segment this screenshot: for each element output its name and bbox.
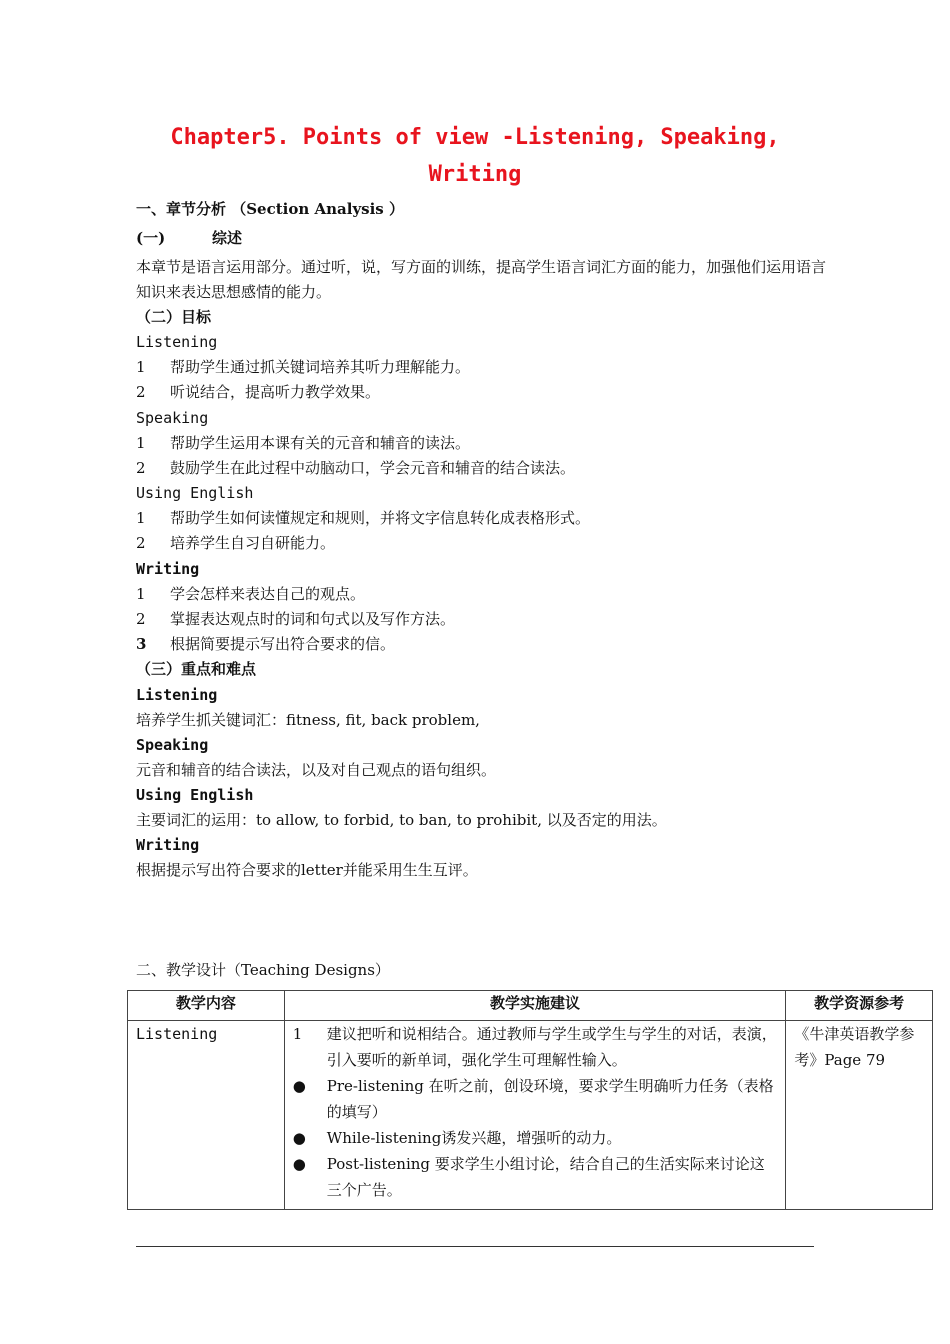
suggestion-item: ● Post-listening 要求学生小组讨论，结合自己的生活实际来讨论这三个广告。	[293, 1151, 778, 1203]
bullet-icon: ●	[292, 1155, 306, 1173]
table-row	[128, 1021, 933, 1210]
suggestion-item: ● While-listening诱发兴趣，增强听的动力。	[293, 1125, 778, 1151]
goals-speaking-item: 2 鼓励学生在此过程中动脑动口，学会元音和辅音的结合读法。	[136, 459, 576, 477]
goals-using-english-name: Using English	[136, 484, 254, 502]
goals-heading: （二）目标	[136, 308, 212, 326]
teaching-designs-heading: 二、教学设计（Teaching Designs）	[136, 961, 390, 979]
key-writing-text: 根据提示写出符合要求的letter并能采用生生互评。	[136, 861, 478, 879]
table-header-content: 教学内容	[128, 991, 285, 1021]
cell-suggestions	[284, 1021, 786, 1210]
key-using-english-name: Using English	[136, 786, 254, 804]
goals-writing-item: 3 根据简要提示写出符合要求的信。	[136, 635, 396, 653]
key-listening-text: 培养学生抓关键词汇：fitness, fit, back problem,	[136, 711, 480, 729]
table-header-resources: 教学资源参考	[786, 991, 933, 1021]
goals-listening-item: 2 听说结合，提高听力教学效果。	[136, 383, 381, 401]
overview-text: 本章节是语言运用部分。通过听，说，写方面的训练，提高学生语言词汇方面的能力，加强他们运用语言知识来表达思想感情的能力。	[136, 258, 827, 301]
goals-listening-name: Listening	[136, 333, 218, 351]
overview-title: 综述	[212, 229, 243, 247]
key-speaking-text: 元音和辅音的结合读法，以及对自己观点的语句组织。	[136, 761, 497, 779]
overview-label: (一)	[136, 229, 166, 247]
key-points-heading: （三）重点和难点	[136, 660, 257, 678]
chapter-title-line1: Chapter5. Points of view -Listening, Speaking,	[170, 125, 780, 150]
key-listening-name: Listening	[136, 686, 218, 704]
goals-listening-item: 1 帮助学生通过抓关键词培养其听力理解能力。	[136, 358, 471, 376]
goals-speaking-name: Speaking	[136, 409, 209, 427]
table-header-suggestions: 教学实施建议	[284, 991, 786, 1021]
key-speaking-name: Speaking	[136, 736, 209, 754]
goals-writing-name: Writing	[136, 560, 200, 578]
goals-using-english-item: 1 帮助学生如何读懂规定和规则，并将文字信息转化成表格形式。	[136, 509, 591, 527]
goals-speaking-item: 1 帮助学生运用本课有关的元音和辅音的读法。	[136, 434, 471, 452]
footer-divider	[136, 1246, 814, 1247]
section-analysis-heading: 一、章节分析 （Section Analysis ）	[136, 200, 404, 218]
teaching-design-table	[127, 990, 933, 1210]
key-using-english-text: 主要词汇的运用：to allow, to forbid, to ban, to prohibit, 以及否定的用法。	[136, 811, 667, 829]
goals-using-english-item: 2 培养学生自习自研能力。	[136, 534, 336, 552]
key-writing-name: Writing	[136, 836, 200, 854]
chapter-title-line2: Writing	[428, 162, 522, 187]
suggestion-item: 1 建议把听和说相结合。通过教师与学生或学生与学生的对话，表演，引入要听的新单词，强化学生可理解性输入。	[292, 1025, 777, 1069]
goals-writing-item: 1 学会怎样来表达自己的观点。	[136, 585, 366, 603]
bullet-icon: ●	[292, 1129, 306, 1147]
bullet-icon: ●	[292, 1077, 306, 1095]
overview-heading	[136, 226, 242, 251]
cell-resource: 《牛津英语教学参考》Page 79	[786, 1021, 933, 1210]
goals-writing-item: 2 掌握表达观点时的词和句式以及写作方法。	[136, 610, 456, 628]
suggestion-item: ● Pre-listening 在听之前，创设环境，要求学生明确听力任务（表格的填写）	[293, 1073, 778, 1125]
chapter-title	[136, 119, 814, 193]
table-header-row	[128, 991, 933, 1021]
cell-content: Listening	[128, 1021, 285, 1210]
